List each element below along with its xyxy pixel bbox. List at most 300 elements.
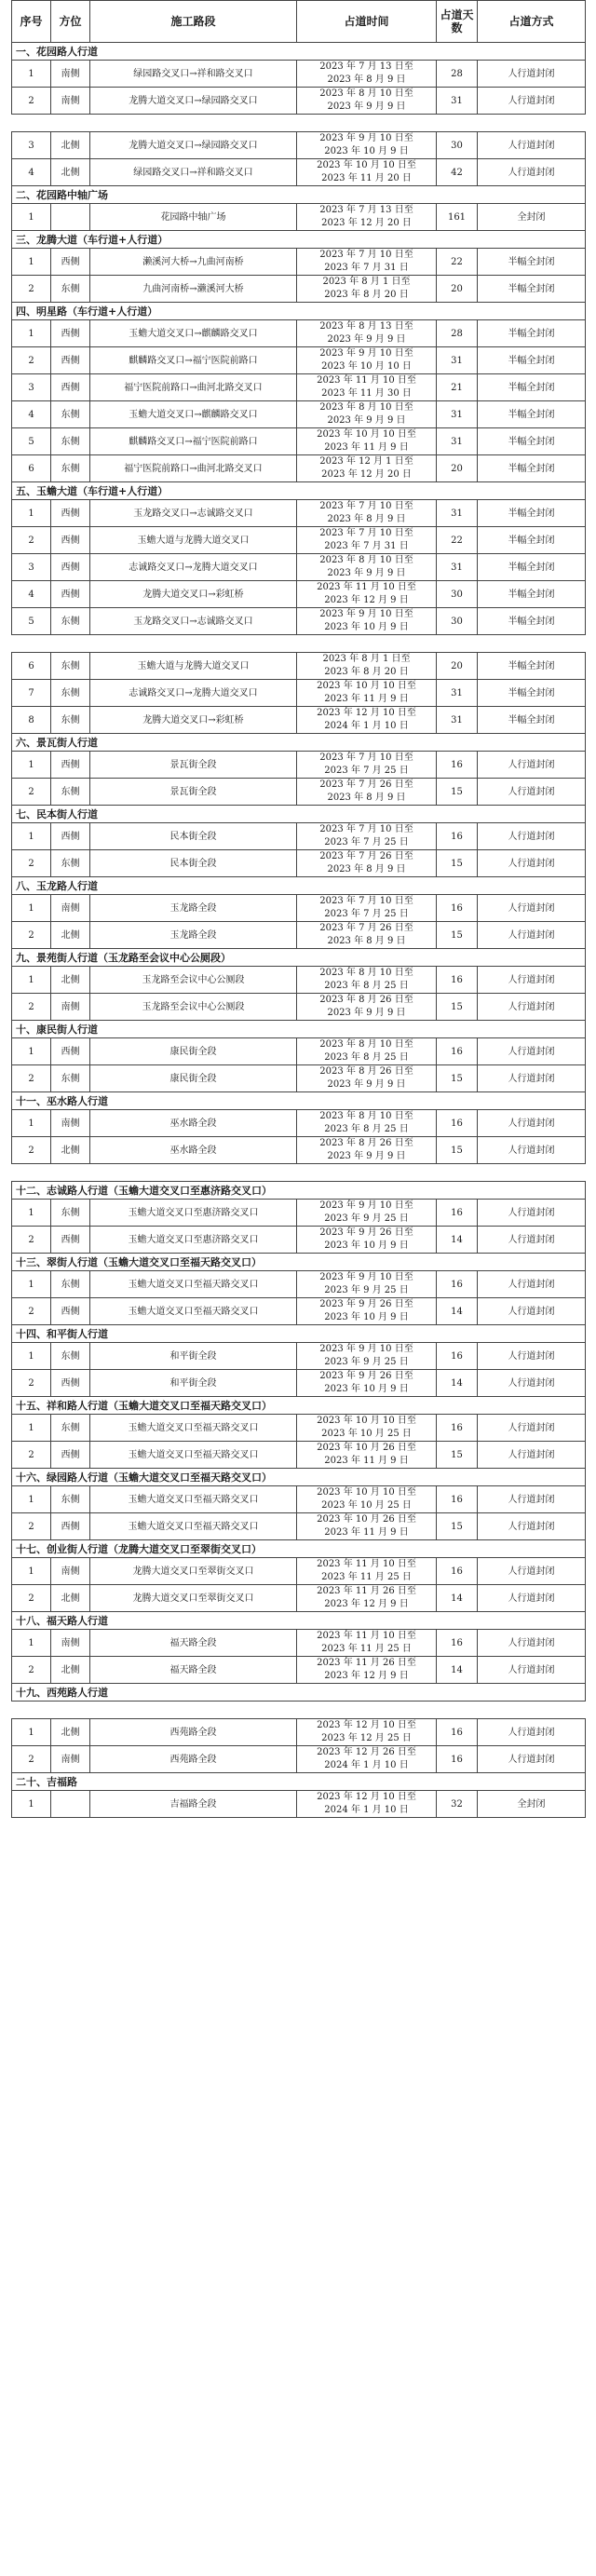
time-start: 2023 年 11 月 26 日至	[317, 1658, 416, 1668]
cell-days: 16	[437, 1719, 478, 1746]
cell-mode: 全封闭	[478, 1791, 586, 1818]
cell-no: 3	[12, 132, 51, 159]
cell-days: 31	[437, 500, 478, 527]
cell-days: 42	[437, 159, 478, 186]
cell-time	[297, 204, 437, 231]
cell-no: 1	[12, 1630, 51, 1657]
time-end: 2023 年 11 月 25 日	[321, 1572, 412, 1582]
cell-section: 龙腾大道交叉口→彩虹桥	[90, 707, 297, 734]
cell-no: 2	[12, 1227, 51, 1254]
cell-side: 南侧	[51, 88, 90, 115]
time-end: 2023 年 9 月 9 日	[327, 102, 406, 112]
time-start: 2023 年 10 月 10 日至	[317, 429, 416, 440]
cell-days: 14	[437, 1370, 478, 1397]
time-end: 2023 年 8 月 20 日	[324, 290, 409, 300]
cell-time	[297, 653, 437, 680]
time-end: 2023 年 12 月 20 日	[321, 469, 412, 480]
cell-side: 北侧	[51, 159, 90, 186]
cell-section: 九曲河南桥→濑溪河大桥	[90, 276, 297, 303]
cell-time	[297, 1298, 437, 1325]
cell-days: 16	[437, 1558, 478, 1585]
cell-time	[297, 823, 437, 850]
cell-days: 30	[437, 581, 478, 608]
cell-days: 16	[437, 1110, 478, 1137]
time-start: 2023 年 11 月 26 日至	[317, 1586, 416, 1596]
time-start: 2023 年 7 月 26 日至	[319, 851, 413, 861]
cell-section: 麒麟路交叉口→福宁医院前路口	[90, 428, 297, 455]
cell-section: 民本街全段	[90, 823, 297, 850]
time-start: 2023 年 8 月 13 日至	[319, 321, 413, 332]
cell-mode: 半幅全封闭	[478, 455, 586, 482]
time-end: 2023 年 8 月 25 日	[324, 1124, 409, 1134]
cell-mode: 人行道封闭	[478, 1370, 586, 1397]
cell-side: 东侧	[51, 455, 90, 482]
section-title: 二十、吉福路	[12, 1773, 586, 1791]
cell-section: 玉蟾大道交叉口至惠济路交叉口	[90, 1200, 297, 1227]
section-title: 九、景苑街人行道（玉龙路至会议中心公厕段）	[12, 949, 586, 967]
cell-mode: 半幅全封闭	[478, 347, 586, 374]
cell-section: 景瓦街全段	[90, 779, 297, 806]
time-end: 2023 年 11 月 9 日	[324, 1456, 409, 1466]
cell-side: 北侧	[51, 1585, 90, 1612]
table-row	[12, 1791, 586, 1818]
time-end: 2023 年 11 月 9 日	[324, 1527, 409, 1538]
time-end: 2023 年 11 月 30 日	[321, 388, 412, 399]
cell-mode: 人行道封闭	[478, 88, 586, 115]
time-start: 2023 年 9 月 26 日至	[319, 1299, 413, 1309]
cell-time	[297, 1746, 437, 1773]
cell-side: 南侧	[51, 61, 90, 88]
gap-cell	[12, 1164, 586, 1182]
section-title: 八、玉龙路人行道	[12, 877, 586, 895]
cell-side: 东侧	[51, 653, 90, 680]
table-row	[12, 1200, 586, 1227]
time-start: 2023 年 11 月 10 日至	[317, 1631, 416, 1641]
cell-side: 西侧	[51, 374, 90, 401]
cell-section: 龙腾大道交叉口→绿园路交叉口	[90, 88, 297, 115]
section-row	[12, 949, 586, 967]
time-end: 2023 年 12 月 9 日	[324, 1599, 409, 1609]
cell-time	[297, 1227, 437, 1254]
cell-no: 1	[12, 1486, 51, 1513]
time-start: 2023 年 8 月 26 日至	[319, 1066, 413, 1077]
table-row	[12, 132, 586, 159]
cell-days: 31	[437, 707, 478, 734]
section-row	[12, 1182, 586, 1200]
time-end: 2023 年 7 月 25 日	[324, 837, 409, 847]
table-row	[12, 994, 586, 1021]
time-end: 2023 年 12 月 20 日	[321, 218, 412, 228]
cell-section: 福天路全段	[90, 1630, 297, 1657]
cell-no: 4	[12, 401, 51, 428]
cell-no: 5	[12, 608, 51, 635]
cell-time	[297, 994, 437, 1021]
cell-time	[297, 249, 437, 276]
section-title: 十、康民街人行道	[12, 1021, 586, 1038]
cell-side: 东侧	[51, 1415, 90, 1442]
cell-no: 4	[12, 159, 51, 186]
cell-side: 北侧	[51, 1719, 90, 1746]
cell-mode: 人行道封闭	[478, 1137, 586, 1164]
cell-days: 30	[437, 132, 478, 159]
cell-days: 21	[437, 374, 478, 401]
cell-side: 西侧	[51, 527, 90, 554]
header-no: 序号	[12, 1, 51, 43]
cell-time	[297, 680, 437, 707]
section-row	[12, 43, 586, 61]
cell-days: 15	[437, 1513, 478, 1540]
cell-no: 2	[12, 994, 51, 1021]
time-start: 2023 年 9 月 10 日至	[319, 1272, 413, 1282]
cell-section: 龙腾大道交叉口至翠街交叉口	[90, 1558, 297, 1585]
cell-side: 西侧	[51, 581, 90, 608]
table-row	[12, 276, 586, 303]
table-body	[12, 43, 586, 1818]
time-start: 2023 年 12 月 26 日至	[317, 1747, 416, 1757]
cell-time	[297, 1200, 437, 1227]
table-row	[12, 1486, 586, 1513]
cell-mode: 半幅全封闭	[478, 581, 586, 608]
cell-time	[297, 922, 437, 949]
cell-time	[297, 455, 437, 482]
cell-mode: 人行道封闭	[478, 1271, 586, 1298]
section-title: 十九、西苑路人行道	[12, 1684, 586, 1702]
table-row	[12, 1630, 586, 1657]
table-row	[12, 1746, 586, 1773]
cell-mode: 人行道封闭	[478, 132, 586, 159]
cell-section: 民本街全段	[90, 850, 297, 877]
section-row	[12, 1684, 586, 1702]
cell-no: 2	[12, 779, 51, 806]
cell-side: 东侧	[51, 1486, 90, 1513]
section-row	[12, 482, 586, 500]
section-row	[12, 877, 586, 895]
cell-side: 南侧	[51, 1746, 90, 1773]
cell-mode: 人行道封闭	[478, 1630, 586, 1657]
table-row	[12, 61, 586, 88]
time-end: 2023 年 9 月 25 日	[324, 1213, 409, 1224]
cell-side: 东侧	[51, 707, 90, 734]
section-title: 四、明星路（车行道+人行道）	[12, 303, 586, 320]
table-row	[12, 204, 586, 231]
time-start: 2023 年 9 月 10 日至	[319, 133, 413, 143]
cell-no: 6	[12, 455, 51, 482]
cell-days: 16	[437, 1630, 478, 1657]
cell-section: 和平街全段	[90, 1343, 297, 1370]
cell-section: 玉蟾大道交叉口至福天路交叉口	[90, 1298, 297, 1325]
cell-time	[297, 1137, 437, 1164]
cell-time	[297, 132, 437, 159]
table-row	[12, 401, 586, 428]
time-end: 2023 年 12 月 25 日	[321, 1733, 412, 1743]
cell-no: 5	[12, 428, 51, 455]
time-end: 2023 年 7 月 25 日	[324, 766, 409, 776]
time-start: 2023 年 11 月 10 日至	[317, 582, 416, 592]
time-end: 2024 年 1 月 10 日	[324, 1805, 409, 1815]
cell-days: 28	[437, 61, 478, 88]
cell-side: 西侧	[51, 554, 90, 581]
cell-mode: 人行道封闭	[478, 1719, 586, 1746]
table-row	[12, 608, 586, 635]
cell-no: 1	[12, 320, 51, 347]
cell-side: 东侧	[51, 1065, 90, 1092]
cell-time	[297, 850, 437, 877]
cell-mode: 人行道封闭	[478, 967, 586, 994]
table-row	[12, 1227, 586, 1254]
cell-time	[297, 1110, 437, 1137]
time-start: 2023 年 9 月 26 日至	[319, 1227, 413, 1238]
cell-section: 濑溪河大桥→九曲河南桥	[90, 249, 297, 276]
cell-mode: 半幅全封闭	[478, 401, 586, 428]
table-row	[12, 320, 586, 347]
cell-no: 2	[12, 1137, 51, 1164]
cell-mode: 人行道封闭	[478, 1227, 586, 1254]
cell-mode: 半幅全封闭	[478, 276, 586, 303]
table-row	[12, 922, 586, 949]
cell-side: 东侧	[51, 779, 90, 806]
cell-mode: 人行道封闭	[478, 1110, 586, 1137]
cell-no: 2	[12, 527, 51, 554]
time-start: 2023 年 8 月 26 日至	[319, 1138, 413, 1148]
section-title: 十三、翠街人行道（玉蟾大道交叉口至福天路交叉口）	[12, 1254, 586, 1271]
time-start: 2023 年 7 月 26 日至	[319, 923, 413, 933]
cell-section: 玉龙路交叉口→志诚路交叉口	[90, 500, 297, 527]
cell-section: 玉蟾大道交叉口至福天路交叉口	[90, 1415, 297, 1442]
time-end: 2023 年 8 月 9 日	[327, 793, 406, 803]
table-row	[12, 1271, 586, 1298]
table-row	[12, 707, 586, 734]
gap-row	[12, 1164, 586, 1182]
cell-no: 1	[12, 249, 51, 276]
cell-section: 龙腾大道交叉口至翠街交叉口	[90, 1585, 297, 1612]
cell-side: 东侧	[51, 401, 90, 428]
time-start: 2023 年 8 月 10 日至	[319, 555, 413, 565]
cell-mode: 半幅全封闭	[478, 680, 586, 707]
time-end: 2023 年 9 月 25 日	[324, 1357, 409, 1367]
time-start: 2023 年 12 月 10 日至	[317, 708, 416, 718]
cell-time	[297, 1370, 437, 1397]
time-start: 2023 年 7 月 26 日至	[319, 780, 413, 790]
table-row	[12, 752, 586, 779]
cell-mode: 人行道封闭	[478, 1486, 586, 1513]
time-start: 2023 年 9 月 26 日至	[319, 1371, 413, 1381]
cell-no: 1	[12, 1791, 51, 1818]
time-start: 2023 年 8 月 26 日至	[319, 995, 413, 1005]
cell-no: 2	[12, 922, 51, 949]
cell-mode: 半幅全封闭	[478, 374, 586, 401]
section-title: 十八、福天路人行道	[12, 1612, 586, 1630]
time-end: 2023 年 11 月 9 日	[324, 442, 409, 453]
cell-section: 吉福路全段	[90, 1791, 297, 1818]
cell-time	[297, 1442, 437, 1469]
time-start: 2023 年 11 月 10 日至	[317, 1559, 416, 1569]
cell-side: 东侧	[51, 1271, 90, 1298]
time-end: 2023 年 10 月 10 日	[321, 361, 412, 372]
table-row	[12, 554, 586, 581]
cell-time	[297, 320, 437, 347]
cell-time	[297, 1486, 437, 1513]
section-title: 七、民本街人行道	[12, 806, 586, 823]
time-start: 2023 年 8 月 10 日至	[319, 968, 413, 978]
cell-section: 西苑路全段	[90, 1719, 297, 1746]
time-start: 2023 年 12 月 1 日至	[319, 456, 413, 467]
cell-section: 志诚路交叉口→龙腾大道交叉口	[90, 554, 297, 581]
cell-section: 福天路全段	[90, 1657, 297, 1684]
cell-time	[297, 1065, 437, 1092]
cell-time	[297, 374, 437, 401]
gap-cell	[12, 1702, 586, 1719]
table-row	[12, 895, 586, 922]
cell-time	[297, 276, 437, 303]
cell-section: 麒麟路交叉口→福宁医院前路口	[90, 347, 297, 374]
cell-time	[297, 1585, 437, 1612]
cell-mode: 半幅全封闭	[478, 608, 586, 635]
cell-mode: 人行道封闭	[478, 1343, 586, 1370]
cell-time	[297, 1271, 437, 1298]
cell-no: 1	[12, 823, 51, 850]
cell-time	[297, 1558, 437, 1585]
cell-no: 1	[12, 752, 51, 779]
cell-days: 31	[437, 680, 478, 707]
time-end: 2023 年 9 月 9 日	[327, 1079, 406, 1090]
cell-side: 西侧	[51, 823, 90, 850]
cell-section: 福宁医院前路口→曲河北路交叉口	[90, 455, 297, 482]
cell-no: 1	[12, 967, 51, 994]
cell-no: 4	[12, 581, 51, 608]
cell-mode: 全封闭	[478, 204, 586, 231]
cell-no: 2	[12, 1065, 51, 1092]
section-row	[12, 1612, 586, 1630]
cell-no: 2	[12, 1657, 51, 1684]
cell-side: 西侧	[51, 752, 90, 779]
cell-days: 15	[437, 1065, 478, 1092]
cell-time	[297, 61, 437, 88]
cell-mode: 人行道封闭	[478, 779, 586, 806]
cell-side: 西侧	[51, 347, 90, 374]
cell-mode: 人行道封闭	[478, 1657, 586, 1684]
cell-time	[297, 554, 437, 581]
cell-side: 南侧	[51, 1110, 90, 1137]
section-row	[12, 1021, 586, 1038]
time-end: 2023 年 9 月 9 日	[327, 1151, 406, 1161]
section-title: 二、花园路中轴广场	[12, 186, 586, 204]
table-row	[12, 653, 586, 680]
table-row	[12, 850, 586, 877]
cell-days: 32	[437, 1791, 478, 1818]
time-start: 2023 年 10 月 10 日至	[317, 160, 416, 170]
table-row	[12, 1657, 586, 1684]
cell-days: 31	[437, 347, 478, 374]
time-start: 2023 年 7 月 10 日至	[319, 501, 413, 511]
gap-cell	[12, 635, 586, 653]
cell-no: 3	[12, 374, 51, 401]
cell-mode: 半幅全封闭	[478, 428, 586, 455]
cell-side: 西侧	[51, 1442, 90, 1469]
time-end: 2023 年 9 月 25 日	[324, 1285, 409, 1295]
cell-mode: 人行道封闭	[478, 1038, 586, 1065]
cell-mode: 人行道封闭	[478, 61, 586, 88]
gap-row	[12, 115, 586, 132]
table-row	[12, 249, 586, 276]
cell-section: 玉蟾大道交叉口至福天路交叉口	[90, 1513, 297, 1540]
cell-days: 28	[437, 320, 478, 347]
cell-no: 2	[12, 276, 51, 303]
cell-section: 绿园路交叉口→祥和路交叉口	[90, 159, 297, 186]
cell-section: 和平街全段	[90, 1370, 297, 1397]
cell-no: 1	[12, 1415, 51, 1442]
time-start: 2023 年 10 月 10 日至	[317, 1487, 416, 1498]
cell-time	[297, 1791, 437, 1818]
time-start: 2023 年 9 月 10 日至	[319, 1344, 413, 1354]
time-end: 2023 年 9 月 9 日	[327, 568, 406, 578]
cell-days: 20	[437, 276, 478, 303]
cell-time	[297, 88, 437, 115]
cell-days: 16	[437, 1271, 478, 1298]
time-end: 2023 年 11 月 9 日	[324, 694, 409, 704]
time-start: 2023 年 12 月 10 日至	[317, 1720, 416, 1730]
cell-section: 玉蟾大道交叉口至惠济路交叉口	[90, 1227, 297, 1254]
gap-row	[12, 1702, 586, 1719]
time-end: 2023 年 10 月 9 日	[324, 146, 409, 156]
cell-section: 玉蟾大道交叉口至福天路交叉口	[90, 1271, 297, 1298]
time-start: 2023 年 9 月 10 日至	[319, 1200, 413, 1211]
section-row	[12, 1773, 586, 1791]
section-title: 十四、和平街人行道	[12, 1325, 586, 1343]
cell-days: 31	[437, 88, 478, 115]
time-start: 2023 年 8 月 1 日至	[322, 277, 411, 287]
table-row	[12, 1065, 586, 1092]
time-end: 2023 年 8 月 20 日	[324, 667, 409, 677]
cell-no: 2	[12, 88, 51, 115]
cell-mode: 半幅全封闭	[478, 707, 586, 734]
table-row	[12, 1442, 586, 1469]
header-section: 施工路段	[90, 1, 297, 43]
cell-days: 16	[437, 1343, 478, 1370]
cell-mode: 人行道封闭	[478, 1442, 586, 1469]
cell-time	[297, 428, 437, 455]
cell-days: 16	[437, 1200, 478, 1227]
cell-side: 西侧	[51, 1038, 90, 1065]
table-row	[12, 779, 586, 806]
cell-no: 1	[12, 1343, 51, 1370]
time-start: 2023 年 10 月 26 日至	[317, 1514, 416, 1525]
time-end: 2023 年 8 月 25 日	[324, 1052, 409, 1063]
cell-days: 16	[437, 1486, 478, 1513]
cell-mode: 人行道封闭	[478, 994, 586, 1021]
cell-mode: 半幅全封闭	[478, 554, 586, 581]
cell-section: 龙腾大道交叉口→彩虹桥	[90, 581, 297, 608]
cell-mode: 人行道封闭	[478, 752, 586, 779]
cell-time	[297, 500, 437, 527]
table-row	[12, 374, 586, 401]
cell-no: 2	[12, 1513, 51, 1540]
time-end: 2024 年 1 月 10 日	[324, 721, 409, 731]
cell-no: 1	[12, 1200, 51, 1227]
cell-mode: 人行道封闭	[478, 159, 586, 186]
cell-days: 20	[437, 455, 478, 482]
table-row	[12, 1343, 586, 1370]
cell-section: 玉龙路至会议中心公厕段	[90, 994, 297, 1021]
section-title: 十六、绿园路人行道（玉蟾大道交叉口至福天路交叉口）	[12, 1469, 586, 1486]
section-title: 六、景瓦街人行道	[12, 734, 586, 752]
time-end: 2023 年 10 月 9 日	[324, 1312, 409, 1322]
header-mode: 占道方式	[478, 1, 586, 43]
cell-days: 14	[437, 1585, 478, 1612]
cell-time	[297, 401, 437, 428]
cell-section: 玉蟾大道交叉口→麒麟路交叉口	[90, 320, 297, 347]
cell-no: 1	[12, 1719, 51, 1746]
header-days: 占道天数	[437, 1, 478, 43]
